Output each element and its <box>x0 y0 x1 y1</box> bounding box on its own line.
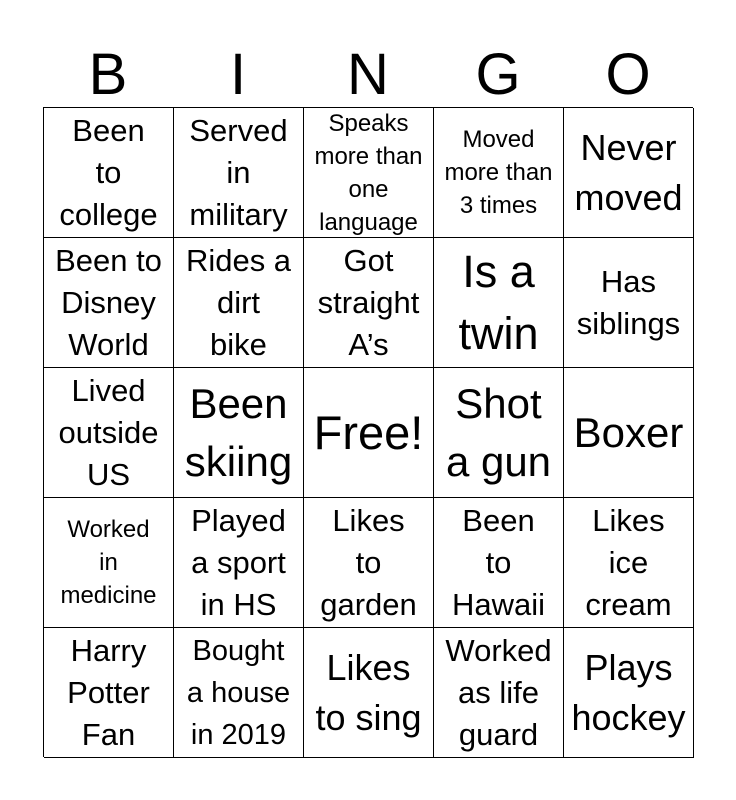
bingo-cell[interactable] <box>304 628 434 758</box>
bingo-cell[interactable] <box>564 498 694 628</box>
cell-text: Moved more than 3 times <box>444 126 553 219</box>
cell-text: Got straight A’s <box>317 242 420 362</box>
bingo-cell[interactable] <box>44 368 174 498</box>
bingo-cell[interactable] <box>174 498 304 628</box>
cell-text: Shot a gun <box>445 379 552 485</box>
bingo-cell[interactable] <box>44 628 174 758</box>
cell-text: Worked as life guard <box>445 632 552 752</box>
header-letter-i: I <box>229 42 247 107</box>
bingo-cell[interactable] <box>434 368 564 498</box>
bingo-cell[interactable] <box>434 108 564 238</box>
bingo-cell[interactable] <box>304 498 434 628</box>
cell-text: Worked in medicine <box>60 516 157 609</box>
cell-text: Been to Hawaii <box>451 502 546 622</box>
cell-text: Been to Disney World <box>55 242 162 362</box>
bingo-cell[interactable] <box>44 498 174 628</box>
cell-text: Been skiing <box>184 379 293 485</box>
cell-text: Never moved <box>574 126 683 218</box>
cell-text: Harry Potter Fan <box>67 632 150 752</box>
bingo-cell[interactable] <box>564 108 694 238</box>
cell-text: Served in military <box>189 112 288 232</box>
bingo-cell[interactable] <box>434 498 564 628</box>
cell-text: Likes ice cream <box>585 502 672 622</box>
bingo-cell[interactable] <box>44 238 174 368</box>
header-letter-o: O <box>605 42 651 107</box>
cell-text: Is a twin <box>458 245 539 359</box>
bingo-cell[interactable] <box>174 628 304 758</box>
cell-text: Speaks more than one language <box>314 109 423 236</box>
bingo-cell[interactable] <box>174 368 304 498</box>
cell-text: Likes to sing <box>315 646 422 738</box>
bingo-cell[interactable] <box>564 238 694 368</box>
bingo-cell[interactable] <box>304 108 434 238</box>
header-letter-n: N <box>347 42 389 107</box>
bingo-header <box>43 44 693 106</box>
cell-text: Played a sport in HS <box>191 502 286 622</box>
bingo-grid <box>43 107 693 757</box>
bingo-cell[interactable] <box>434 628 564 758</box>
bingo-cell[interactable] <box>44 108 174 238</box>
bingo-cell[interactable] <box>304 368 434 498</box>
cell-text: Rides a dirt bike <box>185 242 292 362</box>
free-space-text: Free! <box>313 405 424 459</box>
cell-text: Has siblings <box>576 263 681 341</box>
header-letter-g: G <box>475 42 521 107</box>
cell-text: Been to college <box>59 112 158 232</box>
cell-text: Plays hockey <box>571 646 686 738</box>
cell-text: Lived outside US <box>58 372 159 492</box>
bingo-cell[interactable] <box>564 628 694 758</box>
bingo-cell[interactable] <box>434 238 564 368</box>
cell-text: Likes to garden <box>320 502 417 622</box>
header-letter-b: B <box>88 42 128 107</box>
bingo-cell[interactable] <box>174 108 304 238</box>
bingo-cell[interactable] <box>304 238 434 368</box>
cell-text: Boxer <box>573 408 684 456</box>
cell-text: Bought a house in 2019 <box>186 634 291 751</box>
bingo-cell[interactable] <box>174 238 304 368</box>
bingo-cell[interactable] <box>564 368 694 498</box>
